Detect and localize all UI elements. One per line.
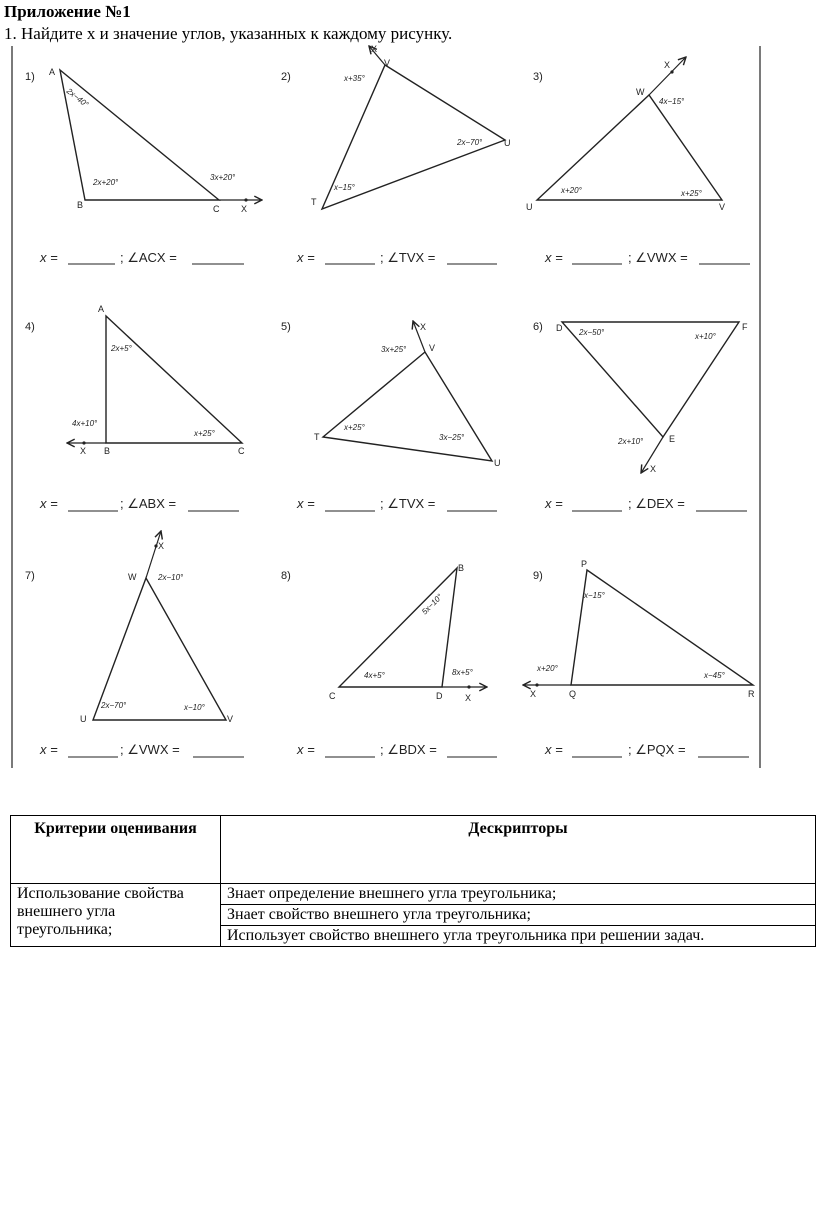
angle-expression: x+20° — [537, 664, 558, 673]
angle-expression: x+35° — [344, 74, 365, 83]
vertex-label: X — [80, 446, 87, 456]
problem-number: 6) — [533, 321, 543, 333]
problem-number: 9) — [533, 570, 543, 582]
vertex-label: X — [158, 541, 165, 551]
vertex-label: Q — [569, 689, 577, 699]
vertex-label: F — [742, 322, 748, 332]
vertex-label: X — [420, 322, 427, 332]
vertex-label: X — [664, 60, 671, 70]
problem-9 — [523, 559, 755, 757]
table-header-descriptors: Дескрипторы — [221, 816, 816, 884]
angle-expression: 2x−40° — [64, 86, 91, 110]
vertex-label: V — [429, 343, 436, 353]
angle-expression: 2x+10° — [618, 437, 644, 446]
problem-6 — [533, 321, 748, 511]
answer-x-label: x = — [297, 742, 315, 757]
angle-expression: 4x+10° — [72, 419, 98, 428]
point-dot — [467, 685, 470, 688]
triangle — [339, 568, 457, 687]
vertex-label: T — [314, 432, 320, 442]
angle-expression: x+10° — [695, 332, 716, 341]
point-dot — [535, 683, 538, 686]
problem-number: 8) — [281, 570, 291, 582]
angle-expression: 4x−15° — [659, 97, 685, 106]
triangle — [93, 578, 226, 720]
problem-4 — [25, 304, 245, 511]
vertex-label: B — [104, 446, 111, 456]
problem-number: 3) — [533, 71, 543, 83]
answer-angle-label: ; ∠PQX = — [628, 742, 686, 757]
vertex-label: C — [329, 691, 336, 701]
answer-angle-label: ; ∠BDX = — [380, 742, 437, 757]
vertex-label: T — [311, 197, 317, 207]
vertex-label: D — [436, 691, 443, 701]
page-title: Приложение №1 — [4, 2, 131, 21]
vertex-label: B — [458, 563, 465, 573]
vertex-label: U — [526, 202, 533, 212]
descriptor-cell: Использует свойство внешнего угла треугольника при решении задач. — [221, 926, 816, 947]
vertex-label: U — [80, 714, 87, 724]
point-dot — [670, 70, 673, 73]
angle-expression: x+25° — [344, 423, 365, 432]
answer-angle-label: ; ∠ACX = — [120, 250, 177, 265]
point-dot — [82, 441, 85, 444]
vertex-label: C — [238, 446, 245, 456]
problem-7 — [25, 531, 244, 757]
extension-ray — [146, 531, 161, 578]
angle-expression: 8x+5° — [452, 668, 473, 677]
problem-number: 5) — [281, 321, 291, 333]
vertex-label: B — [77, 200, 84, 210]
vertex-label: X — [530, 689, 537, 699]
problem-5 — [281, 321, 501, 511]
table-header-row — [11, 816, 816, 884]
task-text: 1. Найдите х и значение углов, указанных к каждому рисунку. — [4, 24, 453, 43]
problem-3 — [526, 57, 750, 265]
angle-expression: 2x+5° — [111, 344, 132, 353]
answer-angle-label: ; ∠VWX = — [628, 250, 688, 265]
vertex-label: E — [669, 434, 676, 444]
angle-expression: 2x−50° — [579, 328, 605, 337]
vertex-label: X — [650, 464, 657, 474]
triangle — [60, 70, 219, 200]
problem-number: 1) — [25, 71, 35, 83]
angle-expression: 2x−70° — [457, 138, 483, 147]
vertex-label: W — [636, 87, 645, 97]
problem-1 — [25, 67, 262, 265]
table-row — [11, 884, 816, 905]
vertex-label: U — [504, 138, 511, 148]
point-dot — [244, 198, 247, 201]
angle-expression: x−15° — [334, 183, 355, 192]
vertex-label: V — [227, 714, 234, 724]
problem-number: 2) — [281, 71, 291, 83]
problem-number: 7) — [25, 570, 35, 582]
criteria-table — [10, 815, 816, 947]
vertex-label: U — [494, 458, 501, 468]
vertex-label: A — [49, 67, 56, 77]
vertex-label: X — [241, 204, 248, 214]
vertex-label: W — [128, 572, 137, 582]
triangle — [571, 570, 753, 685]
angle-expression: 5x−10° — [420, 592, 445, 617]
descriptor-cell: Знает определение внешнего угла треугольника; — [221, 884, 816, 905]
answer-x-label: x = — [297, 496, 315, 511]
answer-angle-label: ; ∠TVX = — [380, 250, 436, 265]
angle-expression: 2x−70° — [101, 701, 127, 710]
vertex-label: X — [371, 44, 378, 54]
vertex-label: P — [581, 559, 588, 569]
angle-expression: 2x−10° — [158, 573, 184, 582]
angle-expression: 4x+5° — [364, 671, 385, 680]
problem-number: 4) — [25, 321, 35, 333]
vertex-label: V — [384, 58, 391, 68]
angle-expression: 3x−25° — [439, 433, 465, 442]
angle-expression: 3x+20° — [210, 173, 236, 182]
triangle — [106, 316, 242, 443]
answer-angle-label: ; ∠ABX = — [120, 496, 177, 511]
triangle — [323, 352, 492, 461]
vertex-label: R — [748, 689, 755, 699]
vertex-label: D — [556, 323, 563, 333]
answer-x-label: x = — [40, 742, 58, 757]
answer-angle-label: ; ∠VWX = — [120, 742, 180, 757]
answer-x-label: x = — [545, 496, 563, 511]
answer-x-label: x = — [545, 250, 563, 265]
answer-angle-label: ; ∠DEX = — [628, 496, 685, 511]
answer-x-label: x = — [40, 250, 58, 265]
vertex-label: X — [465, 693, 472, 703]
vertex-label: V — [719, 202, 726, 212]
triangle — [537, 95, 722, 200]
problem-2 — [281, 44, 511, 265]
answer-x-label: x = — [297, 250, 315, 265]
criterion-cell: Использование свойства внешнего угла треугольника; — [11, 884, 221, 947]
answer-x-label: x = — [545, 742, 563, 757]
table-header-criteria: Критерии оценивания — [11, 816, 221, 884]
angle-expression: x+25° — [681, 189, 702, 198]
vertex-label: A — [98, 304, 105, 314]
answer-angle-label: ; ∠TVX = — [380, 496, 436, 511]
descriptor-cell: Знает свойство внешнего угла треугольника; — [221, 905, 816, 926]
angle-expression: x+20° — [561, 186, 582, 195]
angle-expression: x−15° — [584, 591, 605, 600]
angle-expression: x−10° — [184, 703, 205, 712]
angle-expression: x−45° — [704, 671, 725, 680]
answer-x-label: x = — [40, 496, 58, 511]
angle-expression: 2x+20° — [93, 178, 119, 187]
vertex-label: C — [213, 204, 220, 214]
angle-expression: x+25° — [194, 429, 215, 438]
problem-8 — [281, 563, 497, 757]
angle-expression: 3x+25° — [381, 345, 407, 354]
